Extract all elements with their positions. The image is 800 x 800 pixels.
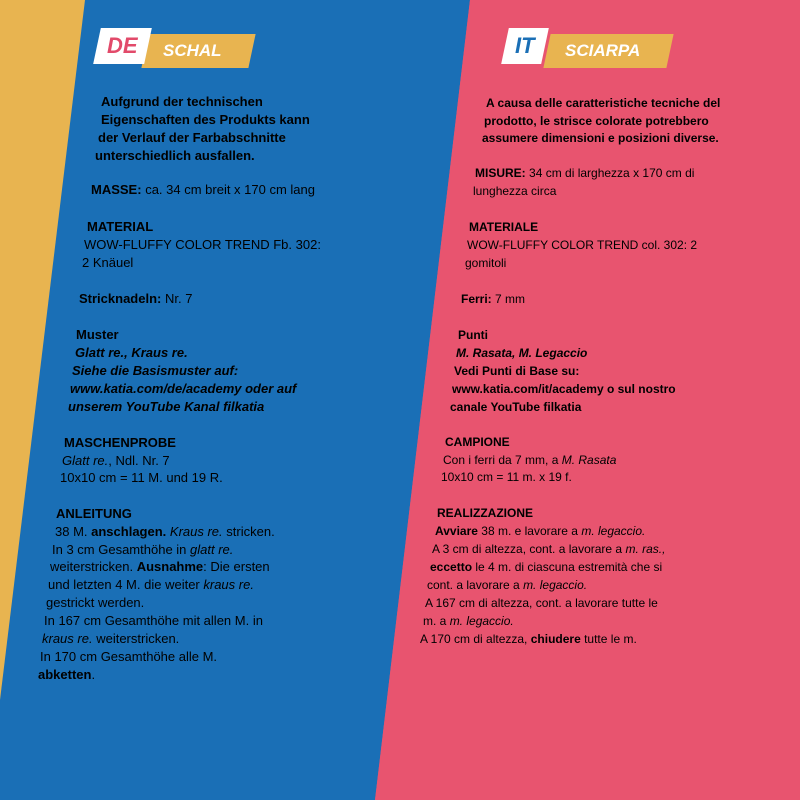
de-masse-label: MASSE: [91,182,142,197]
it-title-banner [543,34,673,68]
it-ferri [461,292,525,306]
de-intro-2: Eigenschaften des Produkts kann [101,112,310,127]
it-misure-2: lunghezza circa [473,184,557,198]
it-punti-4: canale YouTube filkatia [450,400,582,414]
it-title: SCIARPA [565,41,641,60]
de-anl-2a: In 3 cm Gesamthöhe in [52,542,187,557]
de-muster-label: Muster [76,327,119,342]
it-r-1b: 38 m. e lavorare a [481,524,578,538]
de-anl-4a: und letzten 4 M. die weiter [48,577,200,592]
de-muster-3: www.katia.com/de/academy oder auf [70,381,297,396]
it-ferri-text: 7 mm [495,292,526,306]
de-probe-1a: Glatt re. [62,453,109,468]
it-r-6b: m. legaccio. [449,614,514,628]
it-intro-3: assumere dimensioni e posizioni diverse. [482,131,719,145]
it-materiale-label: MATERIALE [469,220,539,234]
de-probe-1 [62,453,170,468]
it-materiale-1: WOW-FLUFFY COLOR TREND col. 302: 2 [467,238,698,252]
de-title: SCHAL [163,41,222,60]
de-code: DE [107,33,138,58]
de-material-1: WOW-FLUFFY COLOR TREND Fb. 302: [84,237,321,252]
de-anl-4 [48,577,254,592]
it-misure [475,166,694,180]
de-intro-1: Aufgrund der technischen [101,94,263,109]
it-camp-2: 10x10 cm = 11 m. x 19 f. [441,470,572,484]
de-material-2: 2 Knäuel [82,255,134,270]
de-anl-9 [38,667,95,682]
de-anl-8: In 170 cm Gesamthöhe alle M. [40,649,218,664]
it-punti-1: M. Rasata, M. Legaccio [456,346,588,360]
de-header-tag [97,28,277,64]
de-anl-1a: 38 M. [55,524,88,539]
de-anl-1b: anschlagen. [91,524,167,539]
de-anl-9a: abketten [38,667,92,682]
de-anl-5: gestrickt werden. [46,595,145,610]
it-code-box [501,28,548,64]
de-nadeln-label: Stricknadeln: [79,291,162,306]
de-anl-6: In 167 cm Gesamthöhe mit allen M. in [44,613,263,628]
it-r-7c: tutte le m. [584,632,637,646]
it-misure-1: 34 cm di larghezza x 170 cm di [529,166,695,180]
it-intro-2: prodotto, le strisce colorate potrebbero [484,114,709,128]
it-r-3a: eccetto [430,560,473,574]
de-material-label: MATERIAL [87,219,154,234]
it-code: IT [515,33,535,58]
it-r-2a: A 3 cm di altezza, cont. a lavorare a [432,542,623,556]
it-r-6 [423,614,514,628]
de-anl-2b: glatt re. [190,542,234,557]
de-muster-4: unserem YouTube Kanal filkatia [68,399,265,414]
it-header-tag [505,28,705,64]
de-probe-2: 10x10 cm = 11 M. und 19 R. [60,470,223,485]
de-anl-2 [52,542,233,557]
de-masse-text: ca. 34 cm breit x 170 cm lang [145,182,315,197]
de-nadeln-text: Nr. 7 [164,291,193,306]
it-r-1 [435,524,645,538]
de-probe-1b: , Ndl. Nr. 7 [108,453,170,468]
it-r-3 [430,560,662,574]
it-r-7a: A 170 cm di altezza, [420,632,528,646]
de-anl-3a: weiterstricken. [50,559,134,574]
it-punti-2: Vedi Punti di Base su: [454,364,580,378]
it-r-4 [427,578,587,592]
it-camp-1a: Con i ferri da 7 mm, a [443,453,559,467]
it-r-7b: chiudere [530,632,581,646]
de-masse [91,182,315,197]
it-r-4a: cont. a lavorare a [427,578,520,592]
it-materiale-2: gomitoli [465,256,507,270]
it-camp-1 [443,453,616,467]
it-r-4b: m. legaccio. [523,578,588,592]
de-anl-4b: kraus re. [203,577,254,592]
it-r-6a: m. a [423,614,447,628]
de-anl-1d: stricken. [226,524,275,539]
de-anl-3 [50,559,270,574]
de-title-banner [141,34,255,68]
it-r-7 [420,632,637,646]
it-punti-label: Punti [458,328,488,342]
it-punti-3: www.katia.com/it/academy o sul nostro [452,382,676,396]
de-anl-7 [42,631,179,646]
de-intro-3: der Verlauf der Farbabschnitte [98,130,286,145]
it-r-3b: le 4 m. di ciascuna estremità che si [475,560,663,574]
it-r-2b: m. ras., [625,542,666,556]
it-r-5: A 167 cm di altezza, cont. a lavorare tutte le [425,596,658,610]
de-anl-7a: kraus re. [42,631,93,646]
it-intro-1: A causa delle caratteristiche tecniche del [486,96,721,110]
de-anl-3c: : Die ersten [203,559,270,574]
it-misure-label: MISURE: [475,166,526,180]
de-anl-1 [55,524,275,539]
it-campione-label: CAMPIONE [445,435,510,449]
it-camp-1b: M. Rasata [561,453,617,467]
it-r-1a: Avviare [435,524,478,538]
de-muster-2: Siehe die Basismuster auf: [72,363,239,378]
de-anl-3b: Ausnahme [136,559,204,574]
de-nadeln [79,291,192,306]
de-anleitung-label: ANLEITUNG [56,506,132,521]
de-probe-label: MASCHENPROBE [64,435,176,450]
it-r-2 [432,542,665,556]
de-anl-7b: weiterstricken. [96,631,180,646]
it-r-1c: m. legaccio. [581,524,646,538]
de-muster-1: Glatt re., Kraus re. [75,345,188,360]
de-code-box [93,28,151,64]
it-ferri-label: Ferri: [461,292,492,306]
it-real-label: REALIZZAZIONE [437,506,533,520]
de-anl-9b: . [91,667,96,682]
de-anl-1c: Kraus re. [169,524,223,539]
de-intro-4: unterschiedlich ausfallen. [95,148,255,163]
